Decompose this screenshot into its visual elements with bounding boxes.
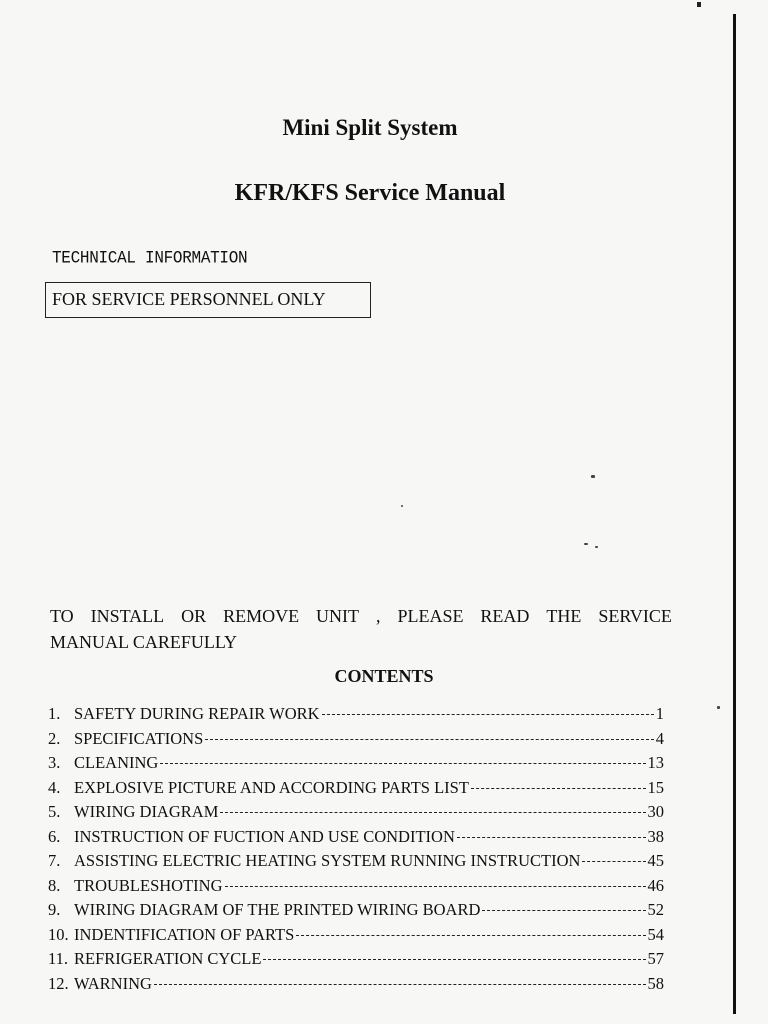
toc-row [48,943,664,968]
toc-page-number: 57 [647,949,664,968]
toc-page-number: 15 [647,777,664,797]
toc-page-number: 30 [647,802,664,821]
notice-word: TO [50,606,74,626]
scan-speck [401,505,403,507]
toc-leader-dashes [154,984,646,985]
toc-number: 9. [48,900,61,919]
document-subtitle: KFR/KFS Service Manual [234,180,506,206]
toc-title: ASSISTING ELECTRIC HEATING SYSTEM RUNNING INSTRUCTION [74,851,581,870]
toc-leader-dashes [322,714,654,715]
scan-speck [595,546,598,548]
toc-number: 6. [48,826,61,846]
toc-title: WARNING [74,973,152,993]
toc-page-number: 4 [655,728,664,748]
toc-page-number: 45 [647,851,664,870]
toc-number: 5. [48,802,61,821]
notice-line-1 [50,603,672,629]
toc-page-number: 1 [655,704,664,723]
toc-number: 2. [48,728,61,748]
notice-word: PLEASE [397,606,464,626]
toc-row [48,845,664,870]
toc-page-number: 54 [647,924,664,944]
notice-word: OR [181,606,207,626]
notice-word: THE [546,606,582,626]
toc-title: WIRING DIAGRAM OF THE PRINTED WIRING BOARD [74,900,481,919]
notice-word: READ [480,606,530,626]
table-of-contents [48,698,664,992]
service-personnel-box [45,282,371,318]
toc-page-number: 52 [647,900,664,919]
notice-word: REMOVE [223,606,300,626]
service-personnel-text: FOR SERVICE PERSONNEL ONLY [52,289,326,309]
notice-line-2: MANUAL CAREFULLY [50,632,238,652]
toc-page-number: 13 [647,753,664,772]
toc-leader-dashes [263,959,645,960]
toc-title: REFRIGERATION CYCLE [74,949,262,968]
toc-number: 8. [48,875,61,895]
toc-title: EXPLOSIVE PICTURE AND ACCORDING PARTS LIST [74,777,469,797]
notice-word: INSTALL [90,606,165,626]
scan-speck [591,475,595,478]
toc-number: 10. [48,924,69,944]
toc-title: TROUBLESHOTING [74,875,223,895]
install-notice [50,603,672,655]
toc-number: 7. [48,851,61,870]
toc-leader-dashes [471,788,646,789]
toc-number: 12. [48,973,69,993]
toc-row [48,919,664,944]
toc-row [48,968,664,993]
notice-word: , [376,606,381,626]
toc-leader-dashes [582,861,645,862]
toc-title: CLEANING [74,753,159,772]
toc-number: 3. [48,753,61,772]
toc-row [48,698,664,723]
page-edge-rule [733,14,736,1014]
toc-leader-dashes [160,763,645,764]
toc-page-number: 38 [647,826,664,846]
contents-heading: CONTENTS [334,666,434,686]
toc-row [48,870,664,895]
toc-number: 1. [48,704,61,723]
toc-title: INSTRUCTION OF FUCTION AND USE CONDITION [74,826,455,846]
toc-leader-dashes [482,910,645,911]
document-title: Mini Split System [282,115,458,140]
toc-number: 4. [48,777,61,797]
toc-title: SAFETY DURING REPAIR WORK [74,704,320,723]
toc-row [48,747,664,772]
toc-title: INDENTIFICATION OF PARTS [74,924,295,944]
toc-leader-dashes [296,935,645,936]
scan-mark [697,2,701,7]
toc-leader-dashes [457,837,646,838]
toc-number: 11. [48,949,69,968]
toc-title: WIRING DIAGRAM [74,802,219,821]
toc-leader-dashes [225,886,646,887]
notice-word: UNIT [316,606,360,626]
toc-page-number: 58 [647,973,664,993]
notice-word: SERVICE [598,606,672,626]
toc-leader-dashes [205,739,653,740]
toc-row [48,821,664,846]
toc-leader-dashes [220,812,645,813]
toc-row [48,796,664,821]
scan-speck [584,543,588,545]
toc-row [48,772,664,797]
toc-page-number: 46 [647,875,664,895]
scan-speck [717,706,720,709]
toc-row [48,894,664,919]
technical-information-label: TECHNICAL INFORMATION [52,248,248,268]
toc-row [48,723,664,748]
toc-title: SPECIFICATIONS [74,728,204,748]
